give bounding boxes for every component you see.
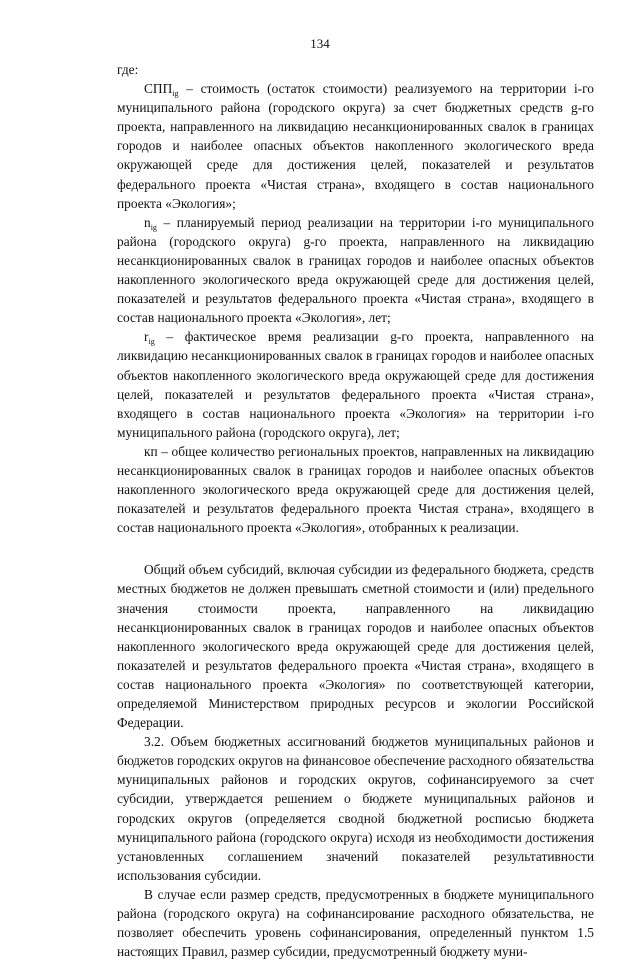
definition-n [117,213,594,328]
definition-spp [117,79,594,213]
definition-kp [117,442,594,537]
kp-symbol: кп [144,443,158,459]
r-symbol: r [144,329,149,345]
n-symbol: n [144,214,151,230]
spp-text: – стоимость (остаток стоимости) реализуемого на территории i-го муниципального района (городского округа) за счет бюджетных средств g-го проекта, направленного на ликвидацию несанкционированных свалок в границах городов и наиболее опасных объектов накопленного экологического вреда окружающей среде для достижения целей, показателей и результатов федерального проекта «Чистая страна», входящего в состав национального проекта «Экология»; [117,81,594,211]
definition-r [117,327,594,442]
kp-text: – общее количество региональных проектов, направленных на ликвидацию несанкционированных свалок в границах городов и наиболее опасных объектов накопленного экологического вреда окружающей среде для достижения целей, показателей и результатов федерального проекта Чистая страна», входящего в состав национального проекта «Экология», отобранных к реализации. [117,443,594,536]
n-text: – планируемый период реализации на территории i-го муниципального района (городского округа) g-го проекта, направленного на ликвидацию несанкционированных свалок в границах городов и наиболее опасных объектов накопленного экологического вреда окружающей среде для достижения целей, показателей и результатов федерального проекта «Чистая страна», входящего в состав национального проекта «Экология», лет; [117,214,594,326]
paragraph-gap [117,537,594,560]
page-number: 134 [310,36,330,51]
r-text: – фактическое время реализации g-го проекта, направленного на ликвидацию несанкционированных свалок в границах городов и наиболее опасных объектов накопленного экологического вреда окружающей среде для достижения целей, показателей и результатов федерального проекта «Чистая страна», входящего в состав национального проекта «Экология» на территории i-го муниципального района (городского округа), лет; [117,329,595,440]
paragraph-total-volume: Общий объем субсидий, включая субсидии из федерального бюджета, средств местных бюджетов не должен превышать сметной стоимости и (или) предельного значения стоимости проекта, направленного на ликвидацию несанкционированных свалок в границах городов и наиболее опасных объектов накопленного экологического вреда окружающей среде для достижения целей, показателей и результатов федерального проекта «Чистая страна», входящего в состав национального проекта «Экология» по соответствующей категории, определяемой Министерством природных ресурсов и экологии Российской Федерации. [117,562,594,731]
paragraph-insufficient-funds: В случае если размер средств, предусмотренных в бюджете муниципального района (городского округа) на софинансирование расходного обязательства, не позволяет обеспечить уровень софинансирования, определенный пунктом 1.5 настоящих Правил, размер субсидии, предусмотренный бюджету муни- [117,886,594,960]
n-subscript: ig [150,222,157,232]
where-label: где: [117,62,139,77]
r-subscript: ig [148,337,155,347]
paragraph-section-3-2: 3.2. Объем бюджетных ассигнований бюджетов муниципальных районов и бюджетов городских округов на финансовое обеспечение расходного обязательства муниципальных районов и городских округов, софинансируемого за счет субсидии, утверждается решением о бюджете муниципальных районов и городских округов (определяется сводной бюджетной росписью бюджета муниципального района (городского округа) исходя из необходимости достижения установленных соглашением значений показателей результативности использования субсидии. [117,734,594,883]
spp-subscript: ig [172,89,179,99]
page-body [117,60,594,961]
spp-symbol: СПП [144,81,173,97]
